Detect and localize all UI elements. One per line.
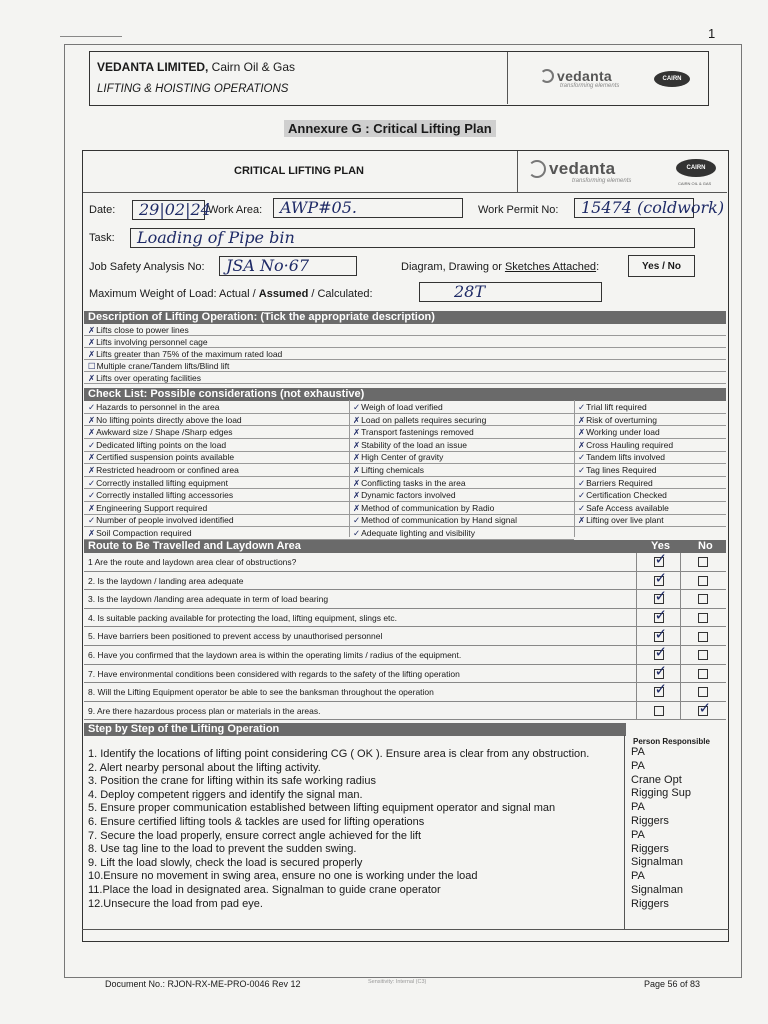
person-responsible: Rigging Sup: [631, 787, 691, 800]
checklist-item[interactable]: [349, 451, 574, 464]
route-question-row: [84, 702, 726, 721]
checklist-item[interactable]: [574, 401, 726, 414]
checklist-text: Correctly installed lifting accessories: [96, 490, 234, 501]
checklist-item[interactable]: [574, 439, 726, 452]
description-item[interactable]: [84, 349, 726, 360]
checklist-text: Safe Access available: [586, 502, 669, 513]
plan-logo-area: [517, 151, 727, 192]
person-responsible: Riggers: [631, 814, 669, 827]
checklist-item[interactable]: [84, 439, 349, 452]
route-question-text: 3. Is the laydown /landing area adequate in term of load bearing: [88, 594, 329, 605]
checklist-text: Dedicated lifting points on the load: [96, 439, 227, 450]
checklist-item[interactable]: [349, 477, 574, 490]
step-item: 4. Deploy competent riggers and identify the signal man.: [88, 788, 363, 801]
person-responsible: PA: [631, 746, 645, 758]
route-no-cell: [680, 627, 724, 646]
plan-cairn-sub: CAIRN OIL & GAS: [678, 181, 712, 186]
checklist-item[interactable]: [84, 401, 349, 414]
checklist-item[interactable]: [349, 426, 574, 439]
yes-checkbox[interactable]: [654, 576, 664, 586]
route-yes-cell: [636, 683, 680, 702]
checklist-mark[interactable]: ✗: [353, 427, 361, 438]
route-no-cell: [680, 646, 724, 665]
checklist-item[interactable]: [84, 514, 349, 527]
yes-checkbox[interactable]: [654, 632, 664, 642]
description-mark[interactable]: ✗: [88, 349, 96, 359]
route-question-row: [84, 553, 726, 572]
annexure-title: Annexure G : Critical Lifting Plan: [284, 120, 496, 137]
checklist-text: Tag lines Required: [586, 465, 657, 475]
checklist-text: Correctly installed lifting equipment: [96, 477, 228, 488]
company-name: [97, 60, 507, 74]
top-rule: [60, 36, 122, 37]
checklist-text: Barriers Required: [586, 477, 653, 488]
yes-checkbox[interactable]: [654, 706, 664, 716]
checklist-item[interactable]: [84, 489, 349, 502]
step-item: 11.Place the load in designated area. Signalman to guide crane operator: [88, 883, 441, 896]
plan-vedanta-logo: [528, 159, 632, 184]
checklist-mark[interactable]: ✗: [353, 465, 361, 475]
checklist-item[interactable]: [574, 502, 726, 515]
checklist-mark[interactable]: ✗: [88, 502, 96, 513]
step-item: 6. Ensure certified lifting tools & tackles are used for lifting operations: [88, 815, 425, 828]
person-responsible: PA: [631, 870, 645, 883]
checklist-mark[interactable]: ✓: [578, 477, 586, 488]
checklist-mark[interactable]: ✓: [353, 528, 361, 538]
route-question-text: 4. Is suitable packing available for protecting the load, lifting equipment, slings etc.: [88, 612, 398, 623]
checklist-item[interactable]: [574, 426, 726, 439]
checklist-item[interactable]: [84, 527, 349, 540]
no-checkbox[interactable]: [698, 687, 708, 697]
yes-checkbox[interactable]: [654, 557, 664, 567]
document-header: [89, 51, 709, 106]
checklist-item[interactable]: [574, 477, 726, 490]
work-area-field[interactable]: AWP#05.: [273, 198, 463, 218]
checklist-mark[interactable]: ✓: [353, 402, 361, 412]
description-item[interactable]: [84, 373, 726, 384]
step-item: 5. Ensure proper communication established between lifting equipment operator and signal man: [88, 802, 556, 815]
route-yes-cell: [636, 702, 680, 721]
route-question-row: [84, 572, 726, 591]
jsa-field[interactable]: JSA No·67: [219, 256, 357, 276]
yes-checkbox[interactable]: [654, 613, 664, 623]
checklist-text: Working under load: [586, 427, 660, 438]
checklist-text: Risk of overturning: [586, 414, 657, 425]
checklist-item[interactable]: [574, 464, 726, 477]
route-section-title: [84, 540, 726, 553]
checklist-text: Transport fastenings removed: [361, 427, 474, 438]
checklist-item[interactable]: [349, 464, 574, 477]
route-question-row: [84, 590, 726, 609]
checklist-text: Certified suspension points available: [96, 452, 235, 463]
checklist-text: Restricted headroom or confined area: [96, 465, 239, 475]
checklist-item[interactable]: [349, 489, 574, 502]
step-item: 2. Alert nearby personal about the lifting activity.: [88, 761, 321, 774]
checklist-text: Tandem lifts involved: [586, 452, 666, 463]
checklist-text: High Center of gravity: [361, 452, 444, 463]
route-question-text: 5. Have barriers been positioned to prevent access by unauthorised personnel: [88, 631, 383, 642]
yes-checkbox[interactable]: [654, 669, 664, 679]
checklist-mark[interactable]: ✗: [88, 465, 96, 475]
checklist-mark[interactable]: ✓: [88, 515, 96, 526]
checklist-text: Cross Hauling required: [586, 439, 674, 450]
checklist-text: Lifting over live plant: [586, 515, 664, 526]
checklist-mark[interactable]: ✗: [353, 414, 361, 425]
checklist-mark[interactable]: ✗: [353, 439, 361, 450]
max-weight-assumed: Assumed: [258, 288, 309, 300]
person-responsible: Riggers: [631, 842, 669, 855]
checklist-mark[interactable]: ✓: [88, 439, 96, 450]
route-question-row: [84, 683, 726, 702]
no-checkbox[interactable]: [698, 650, 708, 660]
checklist-text: Stability of the load an issue: [361, 439, 467, 450]
checklist-mark[interactable]: ✗: [578, 439, 586, 450]
max-weight-label-text: Maximum Weight of Load: Actual /: [89, 288, 256, 300]
route-no-cell: [680, 702, 724, 721]
max-weight-field[interactable]: 28T: [419, 282, 602, 302]
cairn-logo: CAIRN: [654, 71, 690, 87]
checklist-mark[interactable]: ✓: [88, 477, 96, 488]
route-no-cell: [680, 609, 724, 628]
max-weight-calculated: / Calculated:: [311, 288, 373, 300]
no-checkbox[interactable]: [698, 613, 708, 623]
company-label: VEDANTA LIMITED,: [97, 60, 209, 74]
person-responsible: Signalman: [631, 856, 683, 869]
page-indicator: Page 56 of 83: [644, 979, 701, 989]
route-no-cell: [680, 665, 724, 684]
checklist-item[interactable]: [349, 514, 574, 527]
vedanta-logo-text: vedanta: [557, 68, 613, 84]
vedanta-mark-icon: [540, 69, 554, 83]
person-responsible-column: [624, 735, 727, 929]
diagram-label-text: Diagram, Drawing or: [401, 261, 502, 273]
plan-vedanta-tagline: transforming elements: [572, 178, 632, 184]
checklist-mark[interactable]: ✗: [88, 414, 96, 425]
checklist-text: Dynamic factors involved: [361, 490, 456, 501]
checklist-mark[interactable]: ✗: [578, 414, 586, 425]
no-checkbox[interactable]: [698, 669, 708, 679]
steps-list: [88, 748, 628, 911]
step-item: 7. Secure the load properly, ensure correct angle achieved for the lift: [88, 829, 422, 842]
checklist-text: Adequate lighting and visibility: [361, 528, 476, 538]
plan-title: CRITICAL LIFTING PLAN: [234, 165, 364, 177]
checklist-text: Number of people involved identified: [96, 515, 234, 526]
vedanta-logo: [540, 68, 620, 89]
description-text: Lifts over operating facilities: [96, 373, 202, 383]
checklist-item[interactable]: [574, 514, 726, 527]
sketches-yes-no[interactable]: Yes / No: [628, 255, 695, 277]
checklist-item[interactable]: [349, 401, 574, 414]
route-no-cell: [680, 572, 724, 591]
checklist-mark[interactable]: ✓: [353, 515, 361, 526]
checklist-item[interactable]: [84, 451, 349, 464]
header-logo-area: [510, 52, 706, 104]
checklist-text: Weigh of load verified: [361, 402, 443, 412]
no-checkbox[interactable]: [698, 576, 708, 586]
checklist-section-title: Check List: Possible considerations (not exhaustive): [84, 388, 726, 401]
description-mark[interactable]: ✗: [88, 373, 96, 383]
work-permit-field[interactable]: 15474 (coldwork): [574, 198, 694, 218]
date-field[interactable]: 29|02|24: [132, 200, 205, 220]
step-item: 3. Position the crane for lifting within its safe working radius: [88, 775, 376, 788]
yes-checkbox[interactable]: [654, 687, 664, 697]
description-mark[interactable]: ✗: [88, 325, 96, 335]
description-section-title: Description of Lifting Operation: (Tick the appropriate description): [84, 311, 726, 324]
route-question-row: [84, 609, 726, 628]
work-permit-label: Work Permit No:: [478, 204, 559, 216]
checklist-item[interactable]: [349, 414, 574, 427]
description-mark[interactable]: ✗: [88, 337, 96, 347]
diagram-label: [401, 261, 599, 273]
checklist-item[interactable]: [349, 527, 574, 540]
checklist-item[interactable]: [349, 439, 574, 452]
checklist-mark[interactable]: ✗: [353, 490, 361, 501]
step-item: 12.Unsecure the load from pad eye.: [88, 897, 263, 910]
person-responsible-header: Person Responsible: [633, 737, 710, 746]
route-question-text: 9. Are there hazardous process plan or materials in the areas.: [88, 705, 321, 716]
step-item: 9. Lift the load slowly, check the load is secured properly: [88, 856, 363, 869]
route-question-text: 2. Is the laydown / landing area adequate: [88, 575, 244, 586]
checklist-item[interactable]: [574, 451, 726, 464]
checklist-mark[interactable]: ✗: [578, 515, 586, 526]
no-column-header: No: [698, 540, 713, 552]
checklist-mark[interactable]: ✓: [578, 490, 586, 501]
checklist-item[interactable]: [349, 502, 574, 515]
checklist-text: Soil Compaction required: [96, 528, 192, 538]
checklist-item[interactable]: [84, 502, 349, 515]
checklist-mark[interactable]: ✓: [578, 502, 586, 513]
checklist-mark[interactable]: ✗: [88, 452, 96, 463]
checklist-text: Lifting chemicals: [361, 465, 424, 475]
description-item[interactable]: [84, 337, 726, 348]
checklist-item[interactable]: [84, 464, 349, 477]
description-mark[interactable]: ☐: [88, 361, 96, 371]
plan-cairn-logo: CAIRN: [676, 159, 716, 177]
step-item: 1. Identify the locations of lifting point considering CG ( OK ). Ensure area is clear from any obstruction.: [88, 748, 590, 760]
plan-vedanta-text: vedanta: [549, 159, 616, 178]
page-number-marker: 1: [708, 26, 716, 41]
description-text: Lifts close to power lines: [96, 325, 189, 335]
checklist-text: Method of communication by Hand signal: [361, 515, 518, 526]
header-left: [90, 52, 508, 104]
yes-checkbox[interactable]: [654, 650, 664, 660]
checklist-text: No lifting points directly above the load: [96, 414, 242, 425]
vedanta-tagline: transforming elements: [560, 83, 620, 89]
plan-vedanta-mark-icon: [528, 160, 546, 178]
checklist-item[interactable]: [84, 477, 349, 490]
no-checkbox[interactable]: [698, 706, 708, 716]
checklist-text: Conflicting tasks in the area: [361, 477, 466, 488]
checklist-mark[interactable]: ✓: [88, 490, 96, 501]
checklist-divider-1: [349, 400, 350, 537]
checklist-mark[interactable]: ✓: [578, 452, 586, 463]
route-question-text: 7. Have environmental conditions been considered with regards to the safety of the lifting operation: [88, 668, 460, 679]
route-question-row: [84, 665, 726, 684]
steps-section-title: Step by Step of the Lifting Operation: [84, 723, 626, 736]
checklist-mark[interactable]: ✗: [353, 477, 361, 488]
checklist-mark[interactable]: ✗: [88, 427, 96, 438]
route-question-text: 1 Are the route and laydown area clear of obstructions?: [88, 557, 297, 567]
no-checkbox[interactable]: [698, 594, 708, 604]
date-label: Date:: [89, 204, 116, 216]
checklist-text: Trial lift required: [586, 402, 647, 412]
route-question-text: 6. Have you confirmed that the laydown area is within the operating limits / radius of the equipment.: [88, 650, 462, 660]
task-field[interactable]: Loading of Pipe bin: [130, 228, 695, 248]
no-checkbox[interactable]: [698, 557, 708, 567]
checklist-mark[interactable]: ✗: [353, 452, 361, 463]
route-no-cell: [680, 590, 724, 609]
company-sub-label: Cairn Oil & Gas: [211, 60, 296, 74]
yes-column-header: Yes: [651, 540, 670, 552]
person-responsible: PA: [631, 759, 645, 772]
person-responsible: PA: [631, 828, 645, 841]
step-item: 10.Ensure no movement in swing area, ensure no one is working under the load: [88, 870, 478, 883]
checklist-text: Certification Checked: [586, 490, 667, 501]
checklist-item[interactable]: [84, 426, 349, 439]
description-item[interactable]: [84, 361, 726, 372]
description-item[interactable]: [84, 325, 726, 336]
jsa-label: Job Safety Analysis No:: [89, 261, 205, 273]
route-title-text: Route to Be Travelled and Laydown Area: [88, 540, 301, 552]
plan-title-row: [83, 151, 727, 193]
person-responsible: Signalman: [631, 883, 683, 896]
document-number: Document No.: RJON-RX-ME-PRO-0046 Rev 12: [105, 979, 301, 989]
person-responsible-list: [631, 746, 691, 912]
sensitivity-label: Sensitivity: Internal (C3): [368, 979, 427, 985]
checklist-text: Awkward size / Shape /Sharp edges: [96, 427, 233, 438]
description-text: Lifts greater than 75% of the maximum rated load: [96, 349, 283, 359]
route-question-row: [84, 627, 726, 646]
yes-checkbox[interactable]: [654, 594, 664, 604]
person-responsible: Riggers: [631, 897, 669, 910]
diagram-label-underlined: Sketches Attached: [504, 261, 597, 273]
route-question-row: [84, 646, 726, 665]
checklist-text: Load on pallets requires securing: [361, 414, 487, 425]
description-text: Multiple crane/Tandem lifts/Blind lift: [96, 361, 230, 371]
no-checkbox[interactable]: [698, 632, 708, 642]
checklist-mark[interactable]: ✗: [353, 502, 361, 513]
checklist-item[interactable]: [574, 489, 726, 502]
person-responsible: Crane Opt: [631, 773, 682, 786]
work-area-label: Work Area:: [208, 204, 263, 216]
checklist-mark[interactable]: ✓: [88, 402, 96, 412]
steps-bottom-rule: [82, 929, 729, 930]
task-label: Task:: [89, 232, 115, 244]
checklist-mark[interactable]: ✗: [578, 427, 586, 438]
checklist-text: Hazards to personnel in the area: [96, 402, 220, 412]
step-item: 8. Use tag line to the load to prevent the sudden swing.: [88, 843, 357, 856]
route-question-text: 8. Will the Lifting Equipment operator be able to see the banksman throughout the operation: [88, 687, 434, 698]
checklist-item[interactable]: [574, 414, 726, 427]
checklist-mark[interactable]: ✗: [88, 528, 96, 538]
operations-title: LIFTING & HOISTING OPERATIONS: [97, 83, 289, 95]
person-responsible: PA: [631, 801, 645, 814]
checklist-text: Engineering Support required: [96, 502, 208, 513]
checklist-mark[interactable]: ✓: [578, 465, 586, 475]
diagram-label-colon: :: [596, 261, 600, 273]
max-weight-label: [89, 288, 373, 300]
checklist-mark[interactable]: ✓: [578, 402, 586, 412]
checklist-text: Method of communication by Radio: [361, 502, 495, 513]
checklist-divider-2: [574, 400, 575, 537]
checklist-item[interactable]: [84, 414, 349, 427]
description-text: Lifts involving personnel cage: [96, 337, 208, 347]
route-no-cell: [680, 553, 724, 572]
